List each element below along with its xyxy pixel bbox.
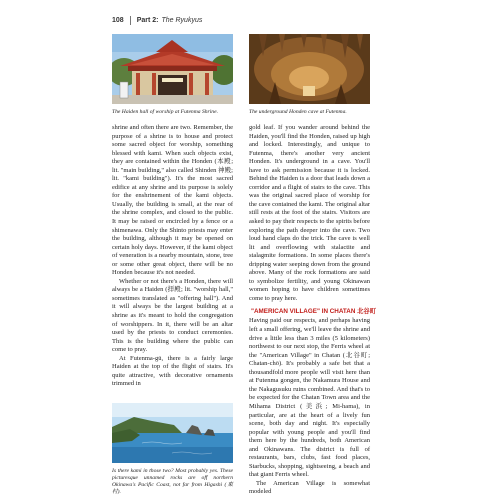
- header-divider: [130, 16, 131, 25]
- shrine-photo: [112, 34, 233, 104]
- part-title: The Ryukyus: [161, 16, 203, 24]
- coast-illustration: [112, 403, 233, 463]
- section-heading: [249, 307, 377, 316]
- body-paragraph: Having paid our respects, and perhaps having left a small offering, we'll leave the shrine and drive a little less than 3 miles (5 kilometers) northwest to our next stop, the Ferris wheel at the "American Village" in Chatan (北谷町; Chatan-chō). It's probably a safe bet that a thousandfold more people will visit here than at Futenma gongen, the Nakamura House and the Nakagusuku ruins combined. And that's to be expected for the Chatan Town area and the Mihama District (美浜; Mi-hama), in particular, are at the heart of a lively fun scene, both day and night. It's especially popular with young people and you'll find them here by the hundreds, both American and Okinawans. The district is full of restaurants, bars, clubs, fast food places, Starbucks, shopping, sightseeing, a beach and that giant Ferris wheel.: [249, 317, 370, 479]
- body-paragraph: The American Village is somewhat modeled: [249, 479, 370, 496]
- body-paragraph: shrine and often there are two. Remember, the purpose of a shrine is to house and protect some sacred object for worship, something blessed with kami. When such objects exist, they are contained within the Honden (本殿; lit. "main building," also called Shinden 神殿; lit. "kami building"). It's the most sacred edifice at any shrine and its purpose is solely for the enshrinement of the kami objects. Usually, the building is small, at the rear of the shrine complex, and closed to the public. It may be raised or encircled by a fence or a shimenawa. Only the Shinto priests may enter the building, although it may be opened on certain holy days. However, if the kami object of veneration is a nearby mountain, stone, tree or some other great object, there will be no Honden because it's not needed.: [112, 124, 233, 277]
- body-paragraph: At Futenma-gū, there is a fairly large Haiden at the top of the flight of stairs. It's quite attractive, with decorative ornaments trimmed in: [112, 354, 233, 388]
- part-label: Part 2:: [136, 16, 159, 24]
- shrine-illustration: [112, 34, 233, 104]
- coast-photo: [112, 403, 233, 463]
- cave-caption: The underground Honden cave at Futenma.: [249, 109, 347, 115]
- running-header: [112, 14, 472, 26]
- coast-caption: Is there kami in those two? Most probably yes. These picturesque unnamed rocks are off northern Okinawa's Pacific Coast, not far from Higashi (東村).: [112, 467, 233, 495]
- left-column: [112, 34, 233, 504]
- shrine-caption: The Haiden hall of worship at Futenma Shrine.: [112, 109, 218, 115]
- cave-illustration: [249, 34, 370, 104]
- body-paragraph: Whether or not there's a Honden, there will always be a Haiden (拝殿; lit. "worship hall," sometimes translated as "offering hall"). And it will always be the largest building at a shrine as it's meant to hold the congregation of worshippers. In it, there will be an altar used by the priests to conduct ceremonies. This is the building where the public can come to pray.: [112, 277, 233, 354]
- right-column: [249, 34, 377, 497]
- page-number: 108: [112, 16, 124, 24]
- section-heading-text: "AMERICAN VILLAGE" IN CHATAN 北谷町: [251, 307, 377, 315]
- body-paragraph: gold leaf. If you wander around behind the Haiden, you'll find the Honden, raised up high and locked. Interestingly, and unique to Futenma, there's another very ancient Honden. It's underground in a cave. You'll have to ask permission because it is locked. Behind the Haiden is a door that leads down a corridor and a flight of stairs to the cave. This was the original sacred place of worship for the cave contained the kami. The original altar still rests at the foot of the stairs. Visitors are asked to pay their respects to the spirits before exploring the path deeper into the cave. Two loud hand claps do the trick. The cave is well lit and overflowing with stalactite and stalagmite formations. In some places there's dripping water seeping down from the ground above. Many of the rock formations are said to symbolize fertility, and young Okinawan women hoping to have children sometimes come to pray here.: [249, 124, 370, 302]
- cave-photo: [249, 34, 370, 104]
